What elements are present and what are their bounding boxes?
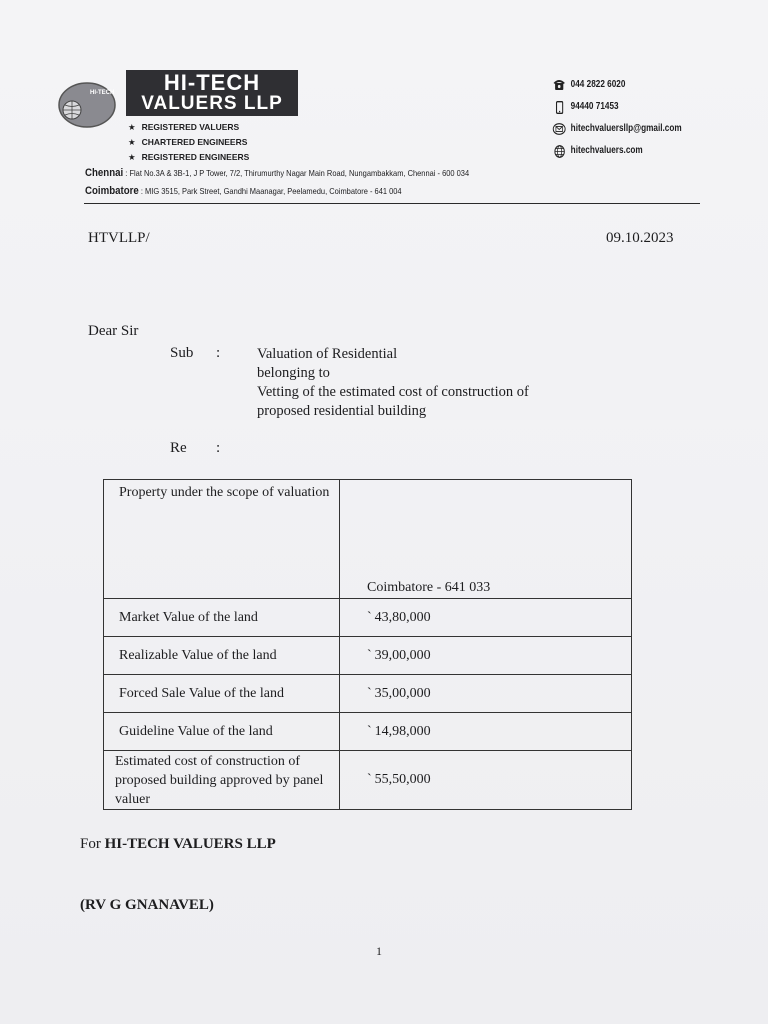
rupee-symbol: ` [367,772,372,787]
qualifications-list [128,120,249,165]
contact-website: hitechvaluers.com [551,140,682,162]
subject-line: Vetting of the estimated cost of construction of [257,384,529,400]
rupee-symbol: ` [367,647,372,663]
qualification-item: ★ REGISTERED ENGINEERS [128,152,250,162]
table-value-cell: ` 14,98,000 [340,713,632,751]
chennai-address: Chennai : Flat No.3A & 3B-1, J P Tower, 7/2, Thirumurthy Nagar Main Road, Nungambakkam, Chennai - 600 034 [85,167,470,179]
table-value-cell: ` 39,00,000 [340,637,632,675]
reference-colon: : [216,440,221,456]
qualification-item: ★ REGISTERED VALUERS [128,122,240,132]
mobile-icon [551,101,567,114]
letter-date: 09.10.2023 [606,230,674,246]
letterhead-divider [84,203,700,204]
office-addresses [85,164,469,200]
rupee-symbol: ` [367,609,372,625]
globe-logo-text: HI-TECH [90,90,115,96]
table-row [104,675,632,713]
table-label-cell: Forced Sale Value of the land [104,675,340,713]
subject-line: proposed residential building [257,403,427,419]
table-row [104,480,632,599]
table-label-cell: Market Value of the land [104,599,340,637]
subject-label: Sub [170,345,194,361]
salutation: Dear Sir [88,323,139,339]
star-icon: ★ [128,122,136,132]
web-globe-icon [551,145,567,158]
table-label-cell: Guideline Value of the land [104,713,340,751]
rupee-symbol: ` [367,685,372,701]
contact-mobile: 94440 71453 [551,96,682,118]
signature-for-line: For HI-TECH VALUERS LLP [80,836,276,852]
subject-text [257,345,529,421]
coimbatore-address: Coimbatore : MIG 3515, Park Street, Gandhi Maanagar, Peelamedu, Coimbatore - 641 004 [85,185,402,197]
table-value-cell: ` 55,50,000 [340,751,632,810]
signatory-name: (RV G GNANAVEL) [80,897,214,913]
table-label-cell: Estimated cost of construction of proposed building approved by panel valuer [104,751,340,810]
reference-label: Re [170,440,187,456]
star-icon: ★ [128,137,136,147]
qualification-item: ★ CHARTERED ENGINEERS [128,137,248,147]
table-row [104,637,632,675]
table-value-cell: ` 35,00,000 [340,675,632,713]
contact-email: hitechvaluersllp@gmail.com [551,118,682,140]
contact-phone: 044 2822 6020 [551,74,682,96]
valuation-table [103,479,632,810]
table-row [104,599,632,637]
brand-line1: HI-TECH [163,70,261,95]
table-value-cell: ` 43,80,000 [340,599,632,637]
brand-line2: VALUERS LLP [141,93,283,114]
star-icon: ★ [128,152,136,162]
table-row [104,713,632,751]
brand-logo [126,70,298,116]
globe-logo-icon [58,80,116,130]
email-icon [551,123,567,135]
table-row [104,751,632,810]
contact-block [551,74,682,162]
rupee-symbol: ` [367,723,372,739]
telephone-icon [551,79,567,91]
reference-number: HTVLLP/ [88,230,150,246]
subject-colon: : [216,345,221,361]
table-label-cell: Realizable Value of the land [104,637,340,675]
subject-line: Valuation of Residential [257,346,398,362]
subject-line: belonging to [257,365,330,381]
table-value-cell: Coimbatore - 641 033 [340,480,632,599]
company-name: HI-TECH VALUERS LLP [104,836,276,852]
table-label-cell: Property under the scope of valuation [104,480,340,599]
page-number: 1 [376,944,382,958]
